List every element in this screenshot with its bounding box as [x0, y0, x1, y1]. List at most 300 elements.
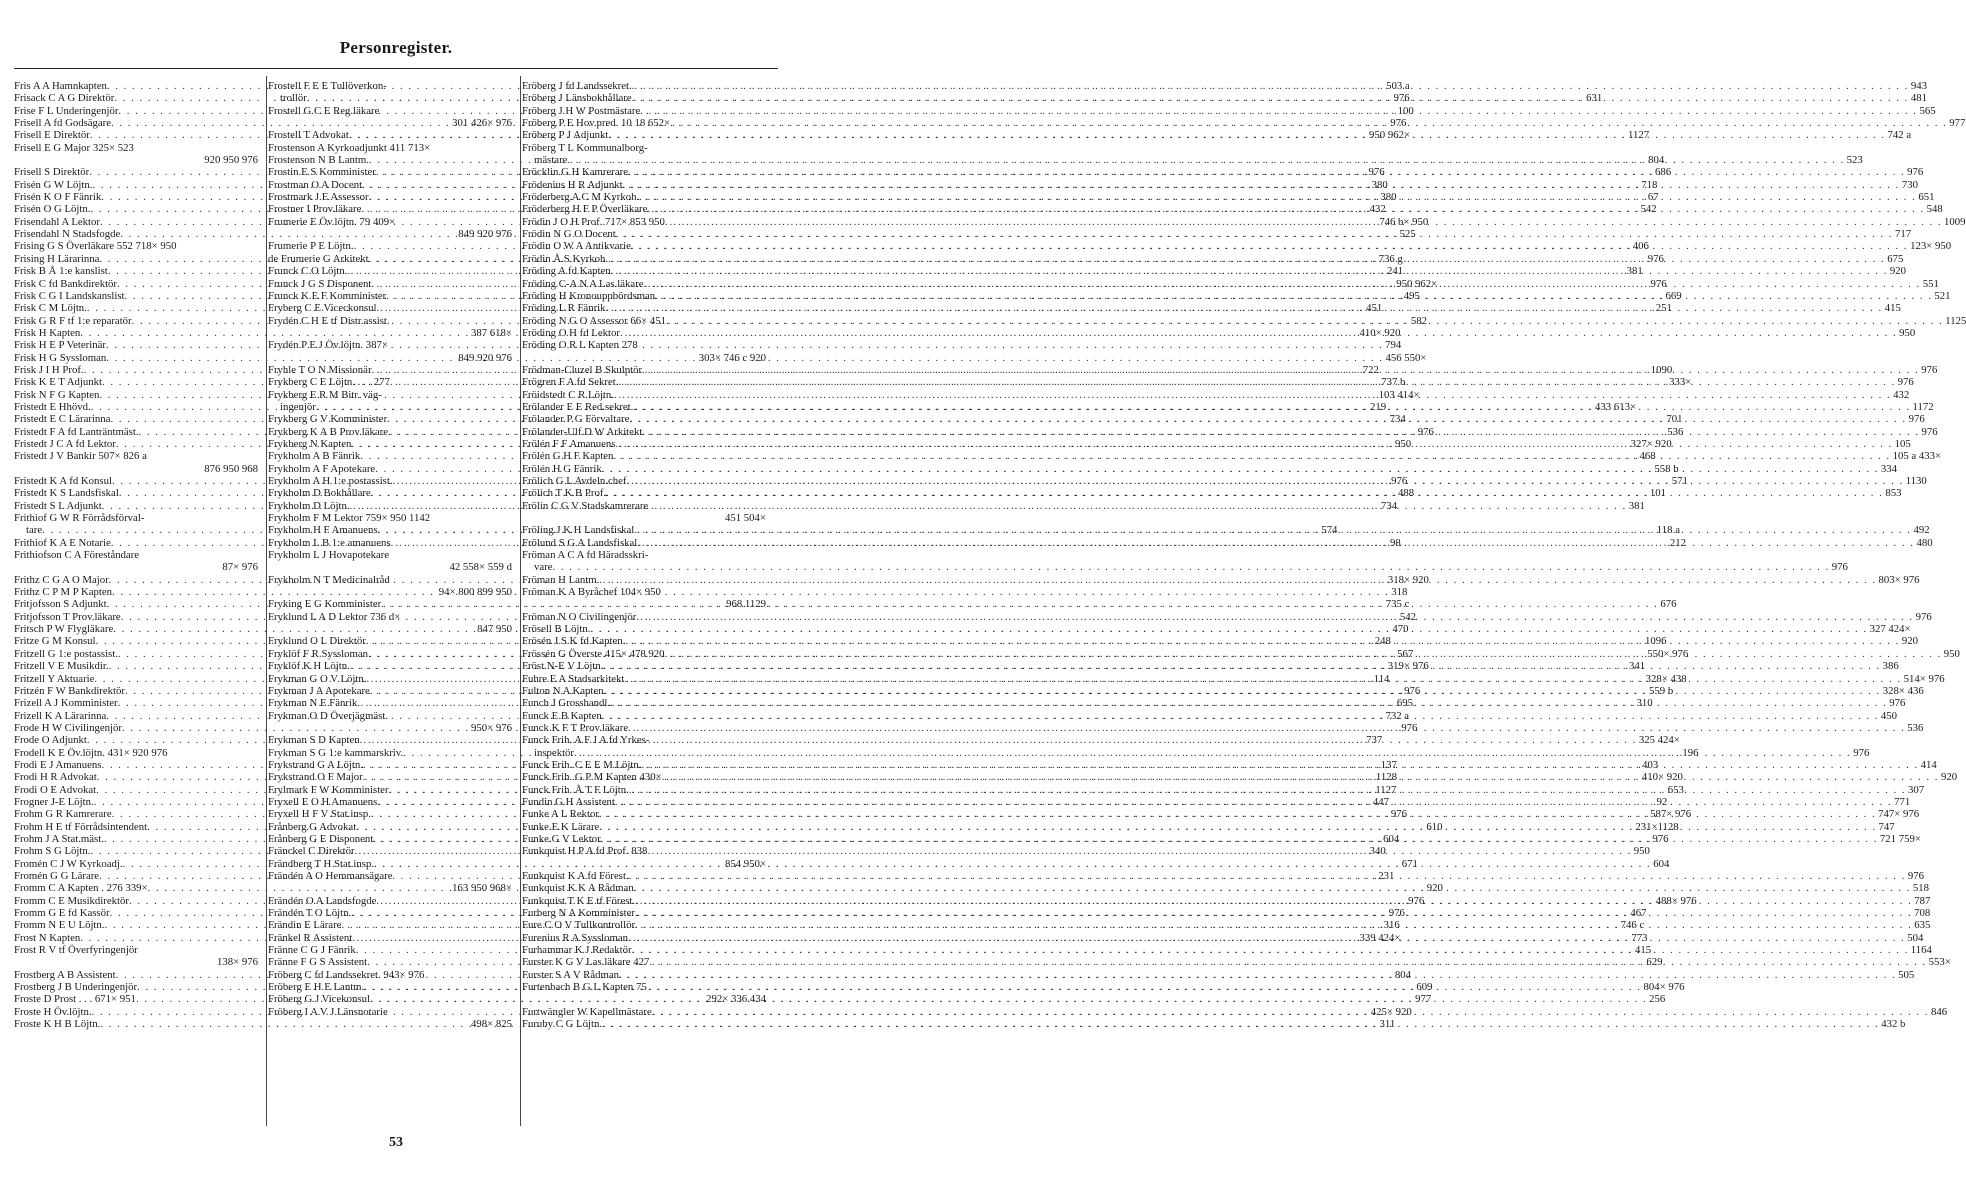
register-entry [14, 747, 264, 759]
entry-pages: 804 [1648, 154, 1665, 167]
leader-dots [388, 1006, 510, 1018]
leader-dots [637, 537, 1914, 549]
leader-dots [632, 80, 1909, 92]
entry-name: Frostberg A B Assistent [14, 968, 116, 981]
entry-name: Fröding N G O Assessor 66× 451 [522, 314, 667, 327]
entry-pages: 311 [1379, 1018, 1396, 1031]
leader-dots [628, 722, 1905, 734]
entry-name: Frithiof K A E Notarie [14, 536, 111, 549]
entry-name: Fromm N E U Löjtn. [14, 919, 105, 932]
entry-name: Frohm G R Kamrerare [14, 808, 112, 821]
entry-name: Fuhre E A Stadsarkitekt [522, 672, 625, 685]
entry-pages: 803× 976 [1878, 573, 1920, 586]
entry-name: Frodi O E Advokat [14, 783, 97, 796]
entry-name: Frölin C G V Stadskamrerare [522, 499, 649, 512]
entry-continuation: 920 950 976 [204, 154, 258, 167]
entry-name: Fristedt E C Lärarinna [14, 413, 111, 426]
entry-continuation: 87× 976 [222, 561, 258, 574]
entry-name: Fröding L R Fänrik [522, 302, 606, 315]
entry-name: Fränkel R Assistent [268, 931, 353, 944]
entry-pages [510, 549, 512, 561]
entry-pages: 103 414× [1378, 388, 1420, 401]
entry-pages: 976 [1401, 721, 1418, 734]
entry-name: Frise F L Underingenjör [14, 104, 119, 117]
entry-pages [764, 142, 766, 154]
entry-name: Frisk N F G Kapten [14, 388, 100, 401]
entry-name: Fryklöf K H Löjtn. [268, 660, 350, 673]
entry-name: Frödman-Cluzel B Skulptör [522, 363, 643, 376]
entry-name: Fristedt S L Adjunkt [14, 499, 102, 512]
entry-pages: 251 [1655, 302, 1672, 315]
entry-continuation: 292× 336 434 [706, 993, 766, 1006]
page-number: 53 [389, 1135, 403, 1150]
leader-dots [624, 673, 1901, 685]
entry-pages: 735 c [1385, 598, 1410, 611]
leader-dots [574, 747, 1851, 759]
leader-dots [608, 129, 1885, 141]
entry-name: Frisk J I H Prof. [14, 363, 84, 376]
leader-dots [627, 475, 1904, 487]
entry-name: Frode H W Civilingenjör [14, 721, 122, 734]
leader-dots [629, 784, 1906, 796]
register-entry [268, 870, 518, 882]
entry-continuation: 301 426× 976 [452, 117, 512, 130]
leader-dots [615, 796, 1892, 808]
entry-name: Frölich T K B Prof. [522, 487, 607, 500]
entry-name: Frunck K E F Komminister [268, 289, 387, 302]
entry-pages: 787 [1914, 894, 1931, 907]
entry-name: Fröderberg A C M Kyrkoh. [522, 191, 640, 204]
entry-pages: 514× 976 [1903, 672, 1945, 685]
entry-pages: 730 [1901, 178, 1918, 191]
entry-name: Frisk H Kapten [14, 326, 81, 339]
entry-name: Fryberg C E Viceckonsul [268, 302, 377, 315]
entry-pages: 231 [1378, 870, 1395, 882]
entry-name: Funck E B Kapten [522, 709, 602, 722]
register-entry [14, 512, 264, 524]
leader-dots [665, 648, 1942, 660]
entry-pages: 976 [1652, 832, 1669, 845]
entry-pages: 734 [1380, 499, 1398, 512]
leader-dots [628, 166, 1905, 178]
entry-name: Fröberg C fd Landssekret. 943× 976 [268, 968, 425, 981]
entry-pages: 380 [1371, 178, 1388, 191]
entry-name: Fröling J K H Landsfiskal [522, 524, 635, 537]
entry-name: Furster S A V Rådman [522, 968, 619, 981]
entry-name: Frisell E G Major 325× 523 [14, 141, 134, 154]
entry-name: Frölén H G Fänrik [522, 462, 602, 475]
entry-name: Frändin E Lärare [268, 919, 342, 932]
entry-name: Frisk C G I Landskanslist [14, 289, 125, 302]
entry-pages: 523 [1846, 154, 1863, 167]
entry-name: Fritzén F W Bankdirektör [14, 684, 125, 697]
leader-dots [601, 833, 1878, 845]
entry-name: Frölander-Ulf D W Arkitekt [522, 425, 643, 438]
entry-name: Frölander E E Red.sekret. [522, 400, 634, 413]
entry-name: Fryxell H F V Stat.insp. [268, 808, 371, 821]
register-entry [522, 981, 772, 993]
entry-pages: 505 [1898, 968, 1915, 981]
entry-name: Frykholm A B Fänrik [268, 450, 361, 463]
entry-name: Fröding H Kronouppbördsman [522, 289, 656, 302]
entry-pages: 380 [1380, 191, 1397, 204]
entry-pages: 341 [1629, 660, 1646, 673]
page-title: Personregister. [339, 38, 453, 57]
entry-pages [764, 500, 766, 512]
leader-dots [614, 389, 1891, 401]
entry-name: Frändén A O Hemmansägare [268, 870, 393, 882]
entry-pages: 403 [1642, 758, 1659, 771]
entry-name: Furberg N A Komminister [522, 907, 635, 920]
entry-pages: 651 [1918, 191, 1935, 204]
leader-dots [665, 216, 1942, 228]
leader-dots [167, 747, 256, 759]
entry-name: Frånberg G Advokat [268, 820, 357, 833]
entry-pages: 415 [1884, 302, 1901, 315]
leader-dots [635, 919, 1912, 931]
entry-name: Funch J Grosshandl. [522, 697, 611, 710]
entry-name: Fristedt K S Landsfiskal [14, 487, 119, 500]
entry-pages: 92 [1656, 795, 1668, 808]
register-entry [522, 142, 772, 154]
entry-name: Frykman N E Fänrik [268, 697, 358, 710]
entry-pages: 976 [1897, 376, 1914, 389]
leader-dots [632, 944, 1909, 956]
entry-pages: 318 [1391, 586, 1408, 599]
entry-pages: 433 613× [1595, 400, 1637, 413]
register-entry [268, 1006, 518, 1018]
entry-name: Frohm J A Stat.mäst. [14, 832, 104, 845]
entry-name: Frunck J G S Disponent [268, 277, 372, 290]
entry-continuation: 968 1129 [726, 598, 766, 611]
entry-pages: 536 [1907, 721, 1924, 734]
entry-pages: 307 [1908, 783, 1925, 796]
entry-pages: 671 [1401, 857, 1418, 870]
entry-name-tail: mästare [534, 154, 568, 167]
entry-pages: 976 [1388, 907, 1405, 920]
entry-name: Froste K H B Löjtn. [14, 1018, 101, 1031]
entry-pages: 1127 [1375, 783, 1397, 796]
entry-name: Frykstrand G A Löjtn. [268, 758, 363, 771]
entry-pages: 920 [1889, 265, 1906, 278]
leader-dots [642, 364, 1919, 376]
entry-pages: 1172 [1912, 400, 1934, 413]
entry-pages: 525 [1399, 228, 1416, 241]
leader-dots [388, 339, 510, 351]
leader-dots [604, 685, 1881, 697]
entry-name: Frykstrand O F Major [268, 771, 363, 784]
entry-pages: 747× 976 [1878, 808, 1920, 821]
entry-pages [510, 574, 512, 586]
entry-name: Frykholm D Löjtn. [268, 499, 350, 512]
leader-dots [618, 376, 1895, 388]
entry-continuation: 849 920 976 [458, 228, 512, 241]
entry-pages: 804× 976 [1643, 981, 1685, 994]
entry-pages: 950 962× [1396, 277, 1438, 290]
entry-name: Fromén C J W Kyrkoadj. [14, 857, 123, 870]
entry-pages: 631 [1586, 92, 1603, 105]
entry-name: Fritzell G 1:e postassist. [14, 647, 118, 660]
entry-name: Frölander P G Förvaltare [522, 413, 630, 426]
entry-pages: 196 [1682, 746, 1699, 759]
register-entry [268, 80, 518, 92]
entry-pages: 587× 976 [1650, 808, 1692, 821]
entry-pages: 318× 920 [1387, 573, 1429, 586]
entry-pages: 976 [1921, 425, 1938, 438]
entry-name: Frölund S G A Landsfiskal [522, 536, 638, 549]
entry-name: Fritjofsson T Prov.läkare [14, 610, 121, 623]
leader-dots [603, 660, 1880, 672]
entry-name: Frykberg C E Löjtn. . . . 277 [268, 376, 390, 389]
entry-pages: 481 [1910, 92, 1927, 105]
entry-name: Frödin Å S Kyrkoh. [522, 252, 609, 265]
entry-name: Frisén O G Löjtn. [14, 203, 91, 216]
register-entry [268, 710, 518, 722]
entry-pages: 722 [1362, 363, 1379, 376]
entry-continuation: 498× 825 [470, 1018, 512, 1031]
entry-name: Fröberg J fd Landssekret. [522, 80, 632, 92]
entry-pages: 548 [1926, 203, 1943, 216]
entry-pages: 1009 [1944, 215, 1966, 228]
register-entry [268, 574, 518, 586]
entry-name: Furster K G V Las.läkare 427 [522, 956, 650, 969]
entry-name: Frykberg G V Komminister [268, 413, 388, 426]
leader-dots [648, 142, 764, 154]
leader-dots [642, 426, 1919, 438]
entry-pages: 732 a [1385, 709, 1410, 722]
entry-name: Frost R V tf Överfyringenjör [14, 944, 138, 957]
entry-name: Frödin N G O Docent [522, 228, 616, 241]
entry-pages: 604 [1383, 832, 1400, 845]
entry-name: Fränne C G J Fänrik [268, 944, 356, 957]
entry-pages: 747 [1878, 820, 1895, 833]
entry-name: Fröding A fd Kapten [522, 265, 611, 278]
leader-dots [395, 216, 510, 228]
entry-name: Fröding O R L Kapten 278 [522, 339, 638, 352]
entry-pages: 410× 920 [1641, 771, 1683, 784]
entry-pages: 559 b [1649, 684, 1674, 697]
leader-dots [138, 944, 256, 956]
entry-pages [764, 734, 766, 746]
entry-name: Frykholm L J Hovapotekare [268, 549, 390, 562]
entry-continuation: 854 950× [724, 857, 766, 870]
entry-name: Frykholm A H 1:e postassist. [268, 475, 393, 487]
leader-dots [670, 117, 1947, 129]
entry-pages [510, 870, 512, 882]
entry-pages: 415 [1634, 944, 1652, 957]
leader-dots [610, 697, 1887, 709]
entry-name: Frykman J A Apotekare [268, 684, 370, 697]
entry-name: Frizell A J Komminister [14, 697, 118, 710]
leader-dots [635, 907, 1912, 919]
entry-pages: 518 [1912, 882, 1930, 895]
entry-name: Fris A A Hamnkapten [14, 80, 107, 92]
entry-pages [510, 80, 512, 92]
register-entry [268, 142, 518, 154]
entry-name: Frithiof G W R Förrådsförval- [14, 512, 145, 525]
entry-pages: 718 [1641, 178, 1658, 191]
entry-pages: 328× 438 [1645, 672, 1687, 685]
leader-dots [177, 240, 256, 252]
entry-name-tail: ingenjör [280, 400, 316, 413]
entry-pages: 976 [1390, 117, 1407, 130]
entry-pages: 1130 [1905, 475, 1927, 487]
leader-dots [641, 759, 1918, 771]
register-entry [522, 734, 772, 746]
entry-name: Frising G S Överläkare 552 718× 950 [14, 240, 177, 253]
entry-pages: 976 [1647, 252, 1664, 265]
entry-name: Fryxell E O H Amanuens [268, 795, 378, 808]
leader-dots [628, 932, 1905, 944]
entry-pages: 98 [1389, 536, 1401, 549]
register-entry [268, 315, 518, 327]
entry-name: Funke E K Lärare [522, 820, 600, 833]
entry-name: Frodi H R Advokat [14, 771, 97, 784]
entry-pages: 976 [1417, 425, 1434, 438]
entry-pages: 746 b× 950 [1379, 215, 1429, 228]
entry-name: Frisendahl A Lektor [14, 215, 100, 228]
entry-pages: 105 [1894, 437, 1911, 450]
entry-name: Funck K F T Prov.läkare [522, 721, 629, 734]
entry-pages: 846 [1930, 1005, 1948, 1018]
entry-pages: 920 [1426, 882, 1443, 895]
entry-pages: 976 [1393, 92, 1410, 105]
entry-name: Fritzell Y Aktuarie [14, 672, 95, 685]
entry-pages [256, 944, 258, 956]
leader-dots [619, 969, 1896, 981]
register-entry [268, 611, 518, 623]
entry-pages: 542 [1640, 203, 1657, 216]
entry-name: Frostell G C E Reg.läkare [268, 104, 380, 117]
entry-name: Frykberg N Kapten [268, 437, 352, 450]
entry-name: Funck Frih. C E E M Löjtn. [522, 758, 642, 771]
entry-pages [510, 710, 512, 722]
entry-pages: 976 [1404, 684, 1421, 697]
entry-pages: 853 [1885, 487, 1902, 500]
entry-name: Frykberg E R M Bitr. väg- [268, 388, 382, 401]
entry-name: Fränne F G S Assistent [268, 956, 368, 969]
entry-pages: 551 [1922, 277, 1939, 290]
entry-pages: 920 [1901, 635, 1918, 648]
entry-name: Fryklund O L Direktör [268, 635, 366, 648]
leader-dots [647, 203, 1924, 215]
entry-name: Fröding C-A N A Las.läkare [522, 277, 644, 290]
entry-name: Frisell S Direktör [14, 166, 90, 179]
leader-dots [649, 956, 1926, 968]
entry-name: Frodell K E Öv.löjtn. 431× 920 976 [14, 746, 168, 759]
entry-name: Fröberg I A V J Länsnotarie [268, 1005, 388, 1018]
entry-pages: 567 [1397, 647, 1414, 660]
entry-pages: 1127 [1628, 129, 1650, 142]
entry-pages [764, 339, 766, 351]
entry-pages [510, 142, 512, 154]
entry-name: Frödin O W A Antikvarie [522, 240, 631, 253]
entry-name-tail: tare [26, 524, 43, 537]
entry-name: Frithz C G A O Major [14, 573, 109, 586]
entry-name: Frogner J-E Löjtn. [14, 795, 94, 808]
entry-pages: 231×1128 [1635, 820, 1679, 833]
entry-pages: 629 [1646, 956, 1663, 969]
entry-pages: 432 b [1881, 1018, 1906, 1031]
entry-name: Funck Frih. G P M Kapten 430× [522, 771, 662, 784]
entry-pages: 571 [1671, 475, 1688, 487]
entry-name: Fristedt E Hhövd. [14, 400, 91, 413]
register-entry [522, 500, 772, 512]
leader-dots [652, 1006, 1929, 1018]
entry-pages: 742 a [1887, 129, 1912, 142]
entry-pages: 565 [1919, 104, 1936, 117]
entry-continuation: 451 504× [724, 512, 766, 525]
entry-name-tail: trollör [280, 92, 307, 105]
entry-name: Fritjofsson S Adjunkt [14, 598, 107, 611]
entry-name: Furtenbach B G L Kapten 75 [522, 981, 647, 994]
entry-name: Frizell K A Lärarinna [14, 709, 107, 722]
leader-dots [629, 870, 1906, 882]
entry-name: Fröberg J H W Postmästare [522, 104, 641, 117]
entry-name: Fromm C A Kapten . 276 339× [14, 882, 148, 895]
entry-name: Fröding O H fd Lektor [522, 326, 620, 339]
entry-pages: 406 [1632, 240, 1649, 253]
entry-name: Frykholm L B 1:e amanuens [268, 536, 391, 549]
entry-pages: 610 [1426, 820, 1443, 833]
entry-pages: 976 [1831, 561, 1848, 574]
entry-pages: 950 [1899, 326, 1916, 339]
entry-name: Furenius R A Syssloman [522, 931, 629, 944]
entry-name: Frostell T Advokat [268, 129, 349, 142]
entry-pages: 976 [1915, 610, 1932, 623]
entry-name: Fromm C E Musikdirektör [14, 894, 129, 907]
entry-name: Frisack C A G Direktör [14, 92, 115, 105]
entry-pages: 340 [1369, 845, 1386, 858]
entry-name: Funke G V Lektor [522, 832, 601, 845]
register-entry [268, 512, 518, 524]
entry-pages: 773 [1631, 931, 1648, 944]
leader-dots [631, 240, 1908, 252]
entry-name: Fundin G H Assistent [522, 795, 615, 808]
entry-pages: 414 [1920, 758, 1937, 771]
entry-pages: 118 a [1656, 524, 1680, 537]
leader-dots [134, 142, 256, 154]
entry-pages [256, 450, 258, 462]
entry-name: Funck Frih. A F J A fd Yrkes- [522, 734, 650, 747]
entry-continuation: 950× 976 [470, 721, 512, 734]
entry-pages: 333× [1669, 376, 1692, 389]
entry-name: Frisk C fd Bankdirektör [14, 277, 118, 290]
entry-pages [256, 142, 258, 154]
entry-pages: 123× 950 [1910, 240, 1952, 253]
leader-dots [639, 191, 1916, 203]
leader-dots [139, 549, 256, 561]
entry-pages: 488× 976 [1655, 894, 1697, 907]
entry-pages: 943 [1910, 80, 1927, 92]
entry-name: Fröman K A Byråchef 104× 950 [522, 586, 661, 599]
leader-dots [553, 561, 1830, 573]
entry-continuation: 847 950 [477, 623, 512, 636]
entry-pages: 334 [1880, 462, 1898, 475]
entry-name: Fulton N A Kapten [522, 684, 604, 697]
entry-pages: 976 [1391, 475, 1408, 487]
entry-name: Frösell B Löjtn. [522, 623, 591, 636]
leader-dots [661, 586, 764, 598]
entry-name: Frode O Adjunkt [14, 734, 87, 747]
entry-pages: 432 [1893, 388, 1910, 401]
entry-pages: 447 [1372, 795, 1390, 808]
entry-continuation [522, 561, 1848, 574]
entry-pages: 1090 [1650, 363, 1673, 376]
entry-name: Frostin E S Komminister [268, 166, 376, 179]
entry-name: Frykman S G 1:e kammarskriv. [268, 746, 404, 759]
entry-name: Frodi E J Amanuens [14, 758, 102, 771]
